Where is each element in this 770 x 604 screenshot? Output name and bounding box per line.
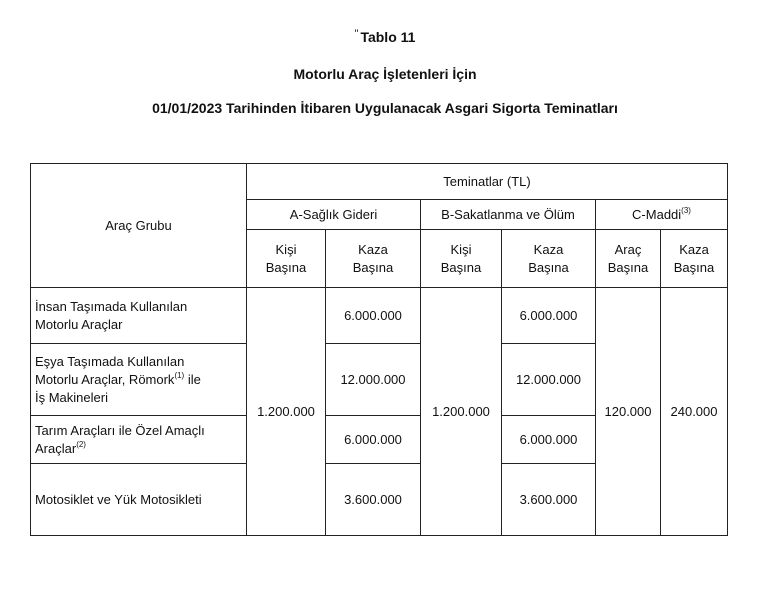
header-group-c <box>596 200 728 230</box>
table-row <box>31 288 728 344</box>
sub-a-kaza: Kaza Başına <box>326 230 421 288</box>
group-c-label: C-Maddi <box>632 206 682 222</box>
sub-a-kisi: Kişi Başına <box>247 230 326 288</box>
group-c-note: (3) <box>681 205 691 215</box>
sub-b-kaza: Kaza Başına <box>502 230 596 288</box>
a-kaza-value: 6.000.000 <box>326 416 421 464</box>
c-kaza-value: 240.000 <box>661 288 728 536</box>
row-label: Motosiklet ve Yük Motosikleti <box>31 464 247 536</box>
row-label: İnsan Taşımada Kullanılan Motorlu Araçlar <box>31 288 247 344</box>
a-kaza-value: 3.600.000 <box>326 464 421 536</box>
a-kaza-value: 6.000.000 <box>326 288 421 344</box>
subtitle: Motorlu Araç İşletenleri İçin <box>293 66 477 82</box>
sub-c-kaza: Kaza Başına <box>661 230 728 288</box>
header-coverage: Teminatlar (TL) <box>247 164 728 200</box>
b-kaza-value: 3.600.000 <box>502 464 596 536</box>
quote-mark: " <box>354 28 359 40</box>
table-label <box>0 28 770 45</box>
header-vehicle-group: Araç Grubu <box>31 164 247 288</box>
coverage-table <box>30 163 728 536</box>
b-kaza-value: 12.000.000 <box>502 344 596 416</box>
row-label: Eşya Taşımada Kullanılan Motorlu Araçlar, Römork$^{(1)}$ ile İş Makineleri <box>31 344 247 416</box>
c-arac-value: 120.000 <box>596 288 661 536</box>
a-kaza-value: 12.000.000 <box>326 344 421 416</box>
sub-b-kisi: Kişi Başına <box>421 230 502 288</box>
b-kaza-value: 6.000.000 <box>502 288 596 344</box>
b-kaza-value: 6.000.000 <box>502 416 596 464</box>
a-kisi-value: 1.200.000 <box>247 288 326 536</box>
header-group-b: B-Sakatlanma ve Ölüm <box>421 200 596 230</box>
row-label: Tarım Araçları ile Özel Amaçlı Araçlar$^{(2)}$ <box>31 416 247 464</box>
page-title: 01/01/2023 Tarihinden İtibaren Uygulanacak Asgari Sigorta Teminatları <box>152 100 618 116</box>
table-label-text: Tablo 11 <box>360 29 416 45</box>
sub-c-arac: Araç Başına <box>596 230 661 288</box>
header-group-a: A-Sağlık Gideri <box>247 200 421 230</box>
b-kisi-value: 1.200.000 <box>421 288 502 536</box>
